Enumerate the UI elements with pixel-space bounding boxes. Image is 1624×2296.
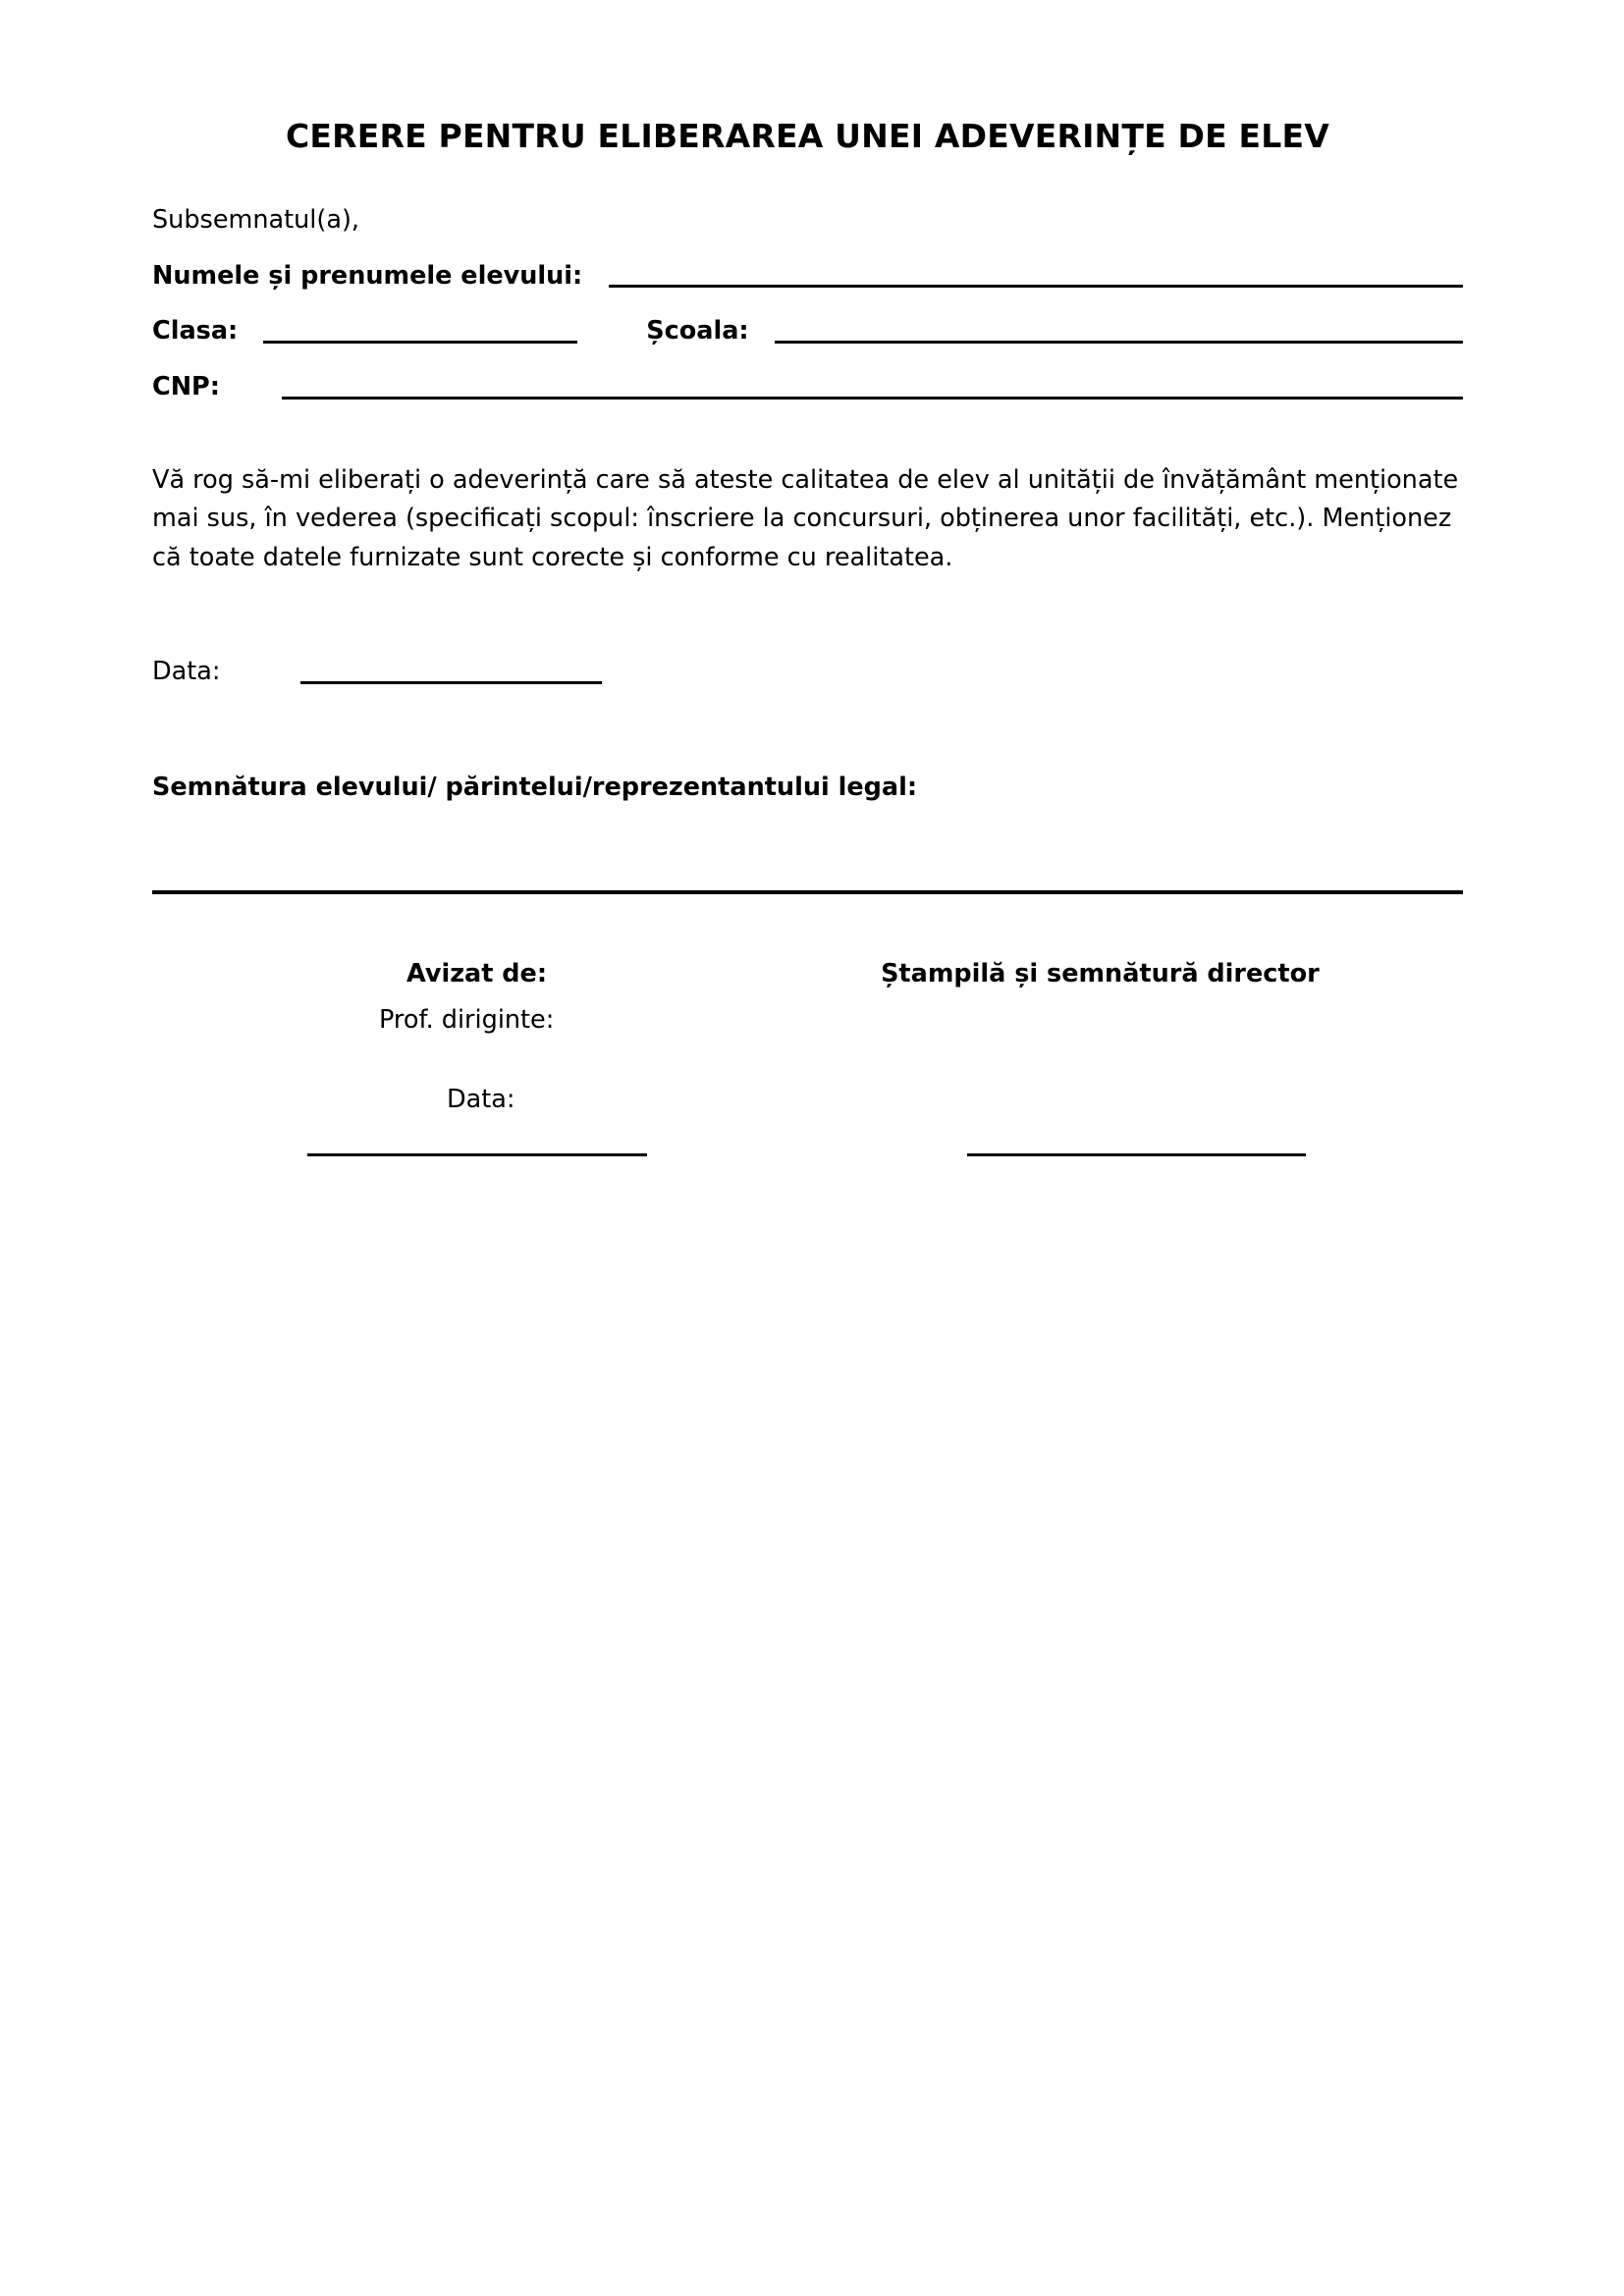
student-name-label: Numele și prenumele elevului: [152, 260, 583, 291]
director-signature-line[interactable] [967, 1153, 1306, 1156]
approval-heading-row [152, 959, 1463, 988]
stamp-and-director-signature-label: Ștampilă și semnătură director [881, 958, 1320, 988]
date-input-line[interactable] [300, 681, 602, 684]
cnp-input-line[interactable] [282, 397, 1463, 400]
cnp-row [152, 370, 1463, 405]
student-name-input-line[interactable] [609, 285, 1463, 288]
date-row [152, 655, 1463, 690]
homeroom-teacher-row [152, 1005, 1463, 1035]
approval-signature-lines-row [152, 1153, 1463, 1156]
signature-label: Semnătura elevului/ părintelui/reprezentantului legal: [152, 773, 918, 803]
cnp-label: CNP: [152, 372, 220, 402]
body-paragraph: Vă rog să-mi eliberați o adeverință care să ateste calitatea de elev al unității de învățământ menționate mai sus, în vederea (specificați scopul: înscriere la concursuri, obținerea unor facilități, etc.). Menționez că toate datele furnizate sunt corecte și conforme cu realitatea. [152, 464, 1459, 572]
class-school-row [152, 314, 1463, 349]
approved-by-label: Avizat de: [406, 958, 548, 988]
class-label: Clasa: [152, 316, 239, 347]
intro-line: Subsemnatul(a), [152, 205, 360, 236]
document-content [152, 0, 1463, 1156]
approval-date-label: Data: [447, 1084, 515, 1114]
page-title: CERERE PENTRU ELIBERAREA UNEI ADEVERINȚE DE ELEV [286, 117, 1329, 155]
class-input-line[interactable] [263, 341, 577, 344]
date-label: Data: [152, 657, 221, 687]
homeroom-teacher-label: Prof. diriginte: [379, 1004, 555, 1035]
approval-date-row [152, 1085, 1463, 1114]
school-label: Școala: [646, 316, 749, 347]
school-input-line[interactable] [775, 341, 1463, 344]
student-name-row [152, 259, 1463, 294]
homeroom-teacher-signature-line[interactable] [307, 1153, 647, 1156]
